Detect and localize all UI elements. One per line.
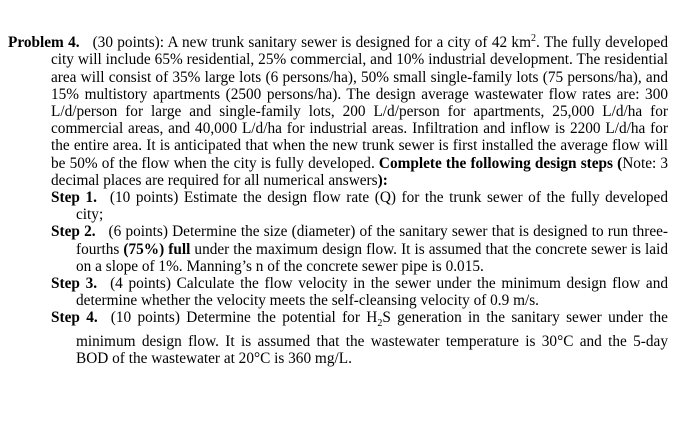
step-3 [51, 275, 668, 309]
step-1-label: Step 1. [51, 188, 97, 206]
step-4-text-part1: (10 points) Determine the potential for H [110, 309, 378, 327]
step-4-text-part2: S generation in the sanitary sewer under the minimum design flow. It is assumed that the wastewater temperature is 30°C and the 5-day BOD of the wastewater at 20°C is 360 mg/L. [76, 309, 668, 367]
problem-text-part2: . The fully developed city will include 65% residential, 25% commercial, and 10% industrial development. The residential area will consist of 35% large lots (6 persons/ha), 50% small single-family lots (75 persons/ha), and 15% multistory apartments (2500 persons/ha). The design average wastewater flow rates are: 300 L/d/person for large and single-family lots, 200 L/d/person for apartments, 25,000 L/d/ha for commercial areas, and 40,000 L/d/ha for industrial areas. Infiltration and inflow is 2200 L/d/ha for the entire area. It is anticipated that when the new trunk sewer is first installed the average flow will be 50% of the flow when the city is fully developed. [51, 34, 668, 172]
area-superscript: 2 [530, 33, 536, 44]
step-2 [51, 223, 668, 275]
problem-statement [8, 30, 668, 189]
problem-points: (30 points): [92, 34, 165, 52]
step-2-label: Step 2. [51, 223, 96, 241]
instruction-bold: Complete the following design steps [378, 154, 613, 172]
instruction-paren-open: ( [617, 154, 623, 172]
step-2-text-part2: under the maximum design flow. It is assumed that the concrete sewer is laid on a slope of 1%. Manning’s n of the concrete sewer pipe is 0.015. [76, 240, 668, 275]
step-3-label: Step 3. [51, 274, 98, 292]
step-3-text: (4 points) Calculate the flow velocity in the sewer under the minimum design flow and determine whether the velocity meets the self-cleansing velocity of 0.9 m/s. [76, 274, 668, 310]
step-1-text: (10 points) Estimate the design flow rate (Q) for the trunk sewer of the fully developed city; [76, 188, 668, 224]
step-4-label: Step 4. [51, 309, 98, 327]
h2s-subscript: 2 [377, 318, 383, 330]
instruction-note: Note: 3 decimal places are required for all numerical answers [51, 154, 669, 189]
step-2-text-part1: (6 points) Determine the size (diameter) of the sanitary sewer that is designed to run three-fourths [76, 223, 668, 258]
problem-text-part1: A new trunk sanitary sewer is designed for a city of 42 km [167, 34, 531, 52]
problem-document [8, 30, 668, 367]
instruction-paren-close: ): [377, 171, 388, 189]
step-2-bold: (75%) full [123, 240, 191, 258]
step-1 [51, 189, 668, 223]
step-4 [51, 309, 668, 367]
problem-label: Problem 4. [8, 34, 80, 52]
